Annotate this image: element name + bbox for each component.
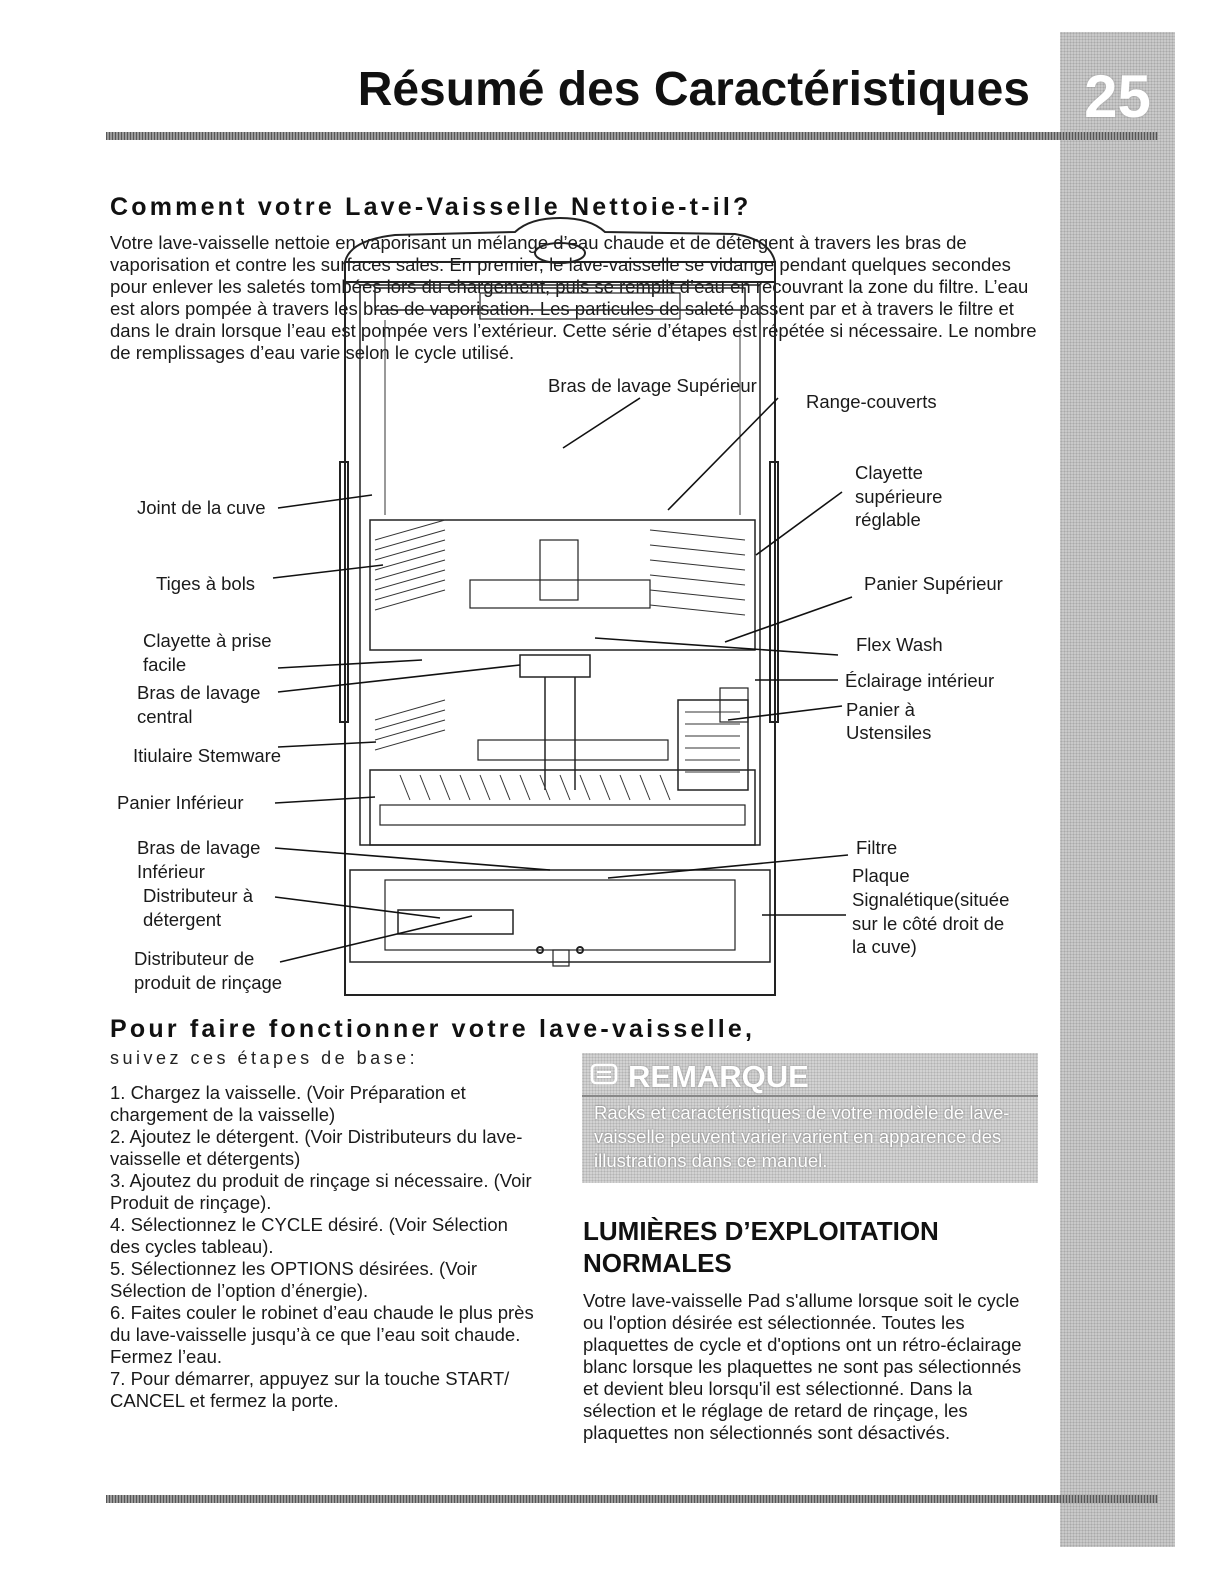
- step-item: 5. Sélectionnez les OPTIONS désirées. (Voir Sélection de l’option d’énergie).: [110, 1258, 478, 1301]
- label-panier-inferieur: Panier Inférieur: [117, 792, 244, 813]
- label-plaque-3: sur le côté droit de: [852, 913, 1005, 934]
- label-panier-superieur: Panier Supérieur: [864, 573, 1003, 594]
- note-divider: [582, 1095, 1038, 1097]
- step-item: 6. Faites couler le robinet d’eau chaude le plus près du lave-vaisselle jusqu’à ce que l’eau soit chaude. Fermez l’eau.: [110, 1302, 534, 1367]
- label-stemware: Itiulaire Stemware: [133, 745, 282, 766]
- label-flex-wash: Flex Wash: [856, 634, 943, 655]
- label-distributeur-rincage-2: produit de rinçage: [134, 972, 283, 993]
- step-item: 1. Chargez la vaisselle. (Voir Préparation et chargement de la vaisselle): [110, 1082, 466, 1125]
- label-tiges: Tiges à bols: [156, 573, 256, 594]
- lumieres-paragraph: Votre lave-vaisselle Pad s'allume lorsque soit le cycle ou l'option désirée est sélectionnée. Toutes les plaquettes de cycle et d'options ont un rétro-éclairage blanc lorsque les plaquettes ne sont pas sélectionnés et devient bleu lorsqu'il est sélectionné. Dans la sélection et le réglage de retard de rinçage, les plaquettes non sélectionnés sont désactivés.: [583, 1290, 1022, 1443]
- intro-paragraph: Votre lave-vaisselle nettoie en vaporisant un mélange d’eau chaude et de détergent à travers les bras de vaporisation et contre les surfaces sales. En premier, le lave-vaisselle se vidange pendant quelques secondes pour enlever les saletés tombées lors du chargement, puis se remplit d’eau en recouvrant la zone du filtre. L’eau est alors pompée à travers les bras de vaporisation. Les particules de saleté passent par et à travers le filtre et dans le drain lorsque l’eau est pompée vers l’extérieur. Cette série d’étapes est répétée si nécessaire. Le nombre de remplissages d’eau varie selon le cycle utilisé.: [110, 232, 1037, 363]
- note-box: [582, 1053, 1038, 1183]
- label-bras-inferieur-1: Bras de lavage: [137, 837, 261, 858]
- label-plaque-2: Signalétique(située: [852, 889, 1010, 910]
- label-filtre: Filtre: [856, 837, 898, 858]
- label-joint: Joint de la cuve: [137, 497, 266, 518]
- note-title: REMARQUE: [628, 1059, 809, 1094]
- section-heading-operate: Pour faire fonctionner votre lave-vaisselle,: [110, 1015, 756, 1043]
- lumieres-heading: LUMIÈRES D’EXPLOITATION NORMALES: [583, 1216, 939, 1278]
- note-icon: [590, 1059, 618, 1095]
- step-item: 7. Pour démarrer, appuyez sur la touche START/ CANCEL et fermez la porte.: [110, 1368, 510, 1411]
- label-clayette-1: Clayette: [855, 462, 923, 483]
- label-panier-ustensiles-2: Ustensiles: [846, 722, 932, 743]
- label-eclairage: Éclairage intérieur: [845, 670, 995, 691]
- label-clayette-prise-2: facile: [143, 654, 187, 675]
- section-heading-cleaning: Comment votre Lave-Vaisselle Nettoie-t-il?: [110, 193, 752, 221]
- note-header: [590, 1059, 809, 1095]
- note-text: Racks et caractéristiques de votre modèle de lave-vaisselle peuvent varier varient en apparence des illustrations dans ce manuel.: [594, 1102, 1010, 1171]
- bottom-rule: [106, 1495, 1158, 1503]
- label-distributeur-rincage-1: Distributeur de: [134, 948, 255, 969]
- label-plaque-1: Plaque: [852, 865, 910, 886]
- label-bras-central-1: Bras de lavage: [137, 682, 261, 703]
- label-bras-inferieur-2: Inférieur: [137, 861, 205, 882]
- label-distributeur-det-1: Distributeur à: [143, 885, 254, 906]
- label-bras-central-2: central: [137, 706, 193, 727]
- page-title: Résumé des Caractéristiques: [357, 63, 1030, 116]
- step-item: 2. Ajoutez le détergent. (Voir Distributeurs du lave-vaisselle et détergents): [110, 1126, 523, 1169]
- label-clayette-prise-1: Clayette à prise: [143, 630, 272, 651]
- label-distributeur-det-2: détergent: [143, 909, 222, 930]
- label-clayette-2: supérieure: [855, 486, 943, 507]
- label-clayette-3: réglable: [855, 509, 921, 530]
- steps-list: [110, 1082, 540, 1412]
- label-panier-ustensiles-1: Panier à: [846, 699, 915, 720]
- label-plaque-4: la cuve): [852, 936, 917, 957]
- section-subheading: suivez ces étapes de base:: [110, 1048, 419, 1068]
- label-range-couverts: Range-couverts: [806, 391, 937, 412]
- step-item: 3. Ajoutez du produit de rinçage si nécessaire. (Voir Produit de rinçage).: [110, 1170, 532, 1213]
- page-number: 25: [1084, 63, 1151, 130]
- step-item: 4. Sélectionnez le CYCLE désiré. (Voir Sélection des cycles tableau).: [110, 1214, 508, 1257]
- label-bras-superieur: Bras de lavage Supérieur: [548, 375, 757, 396]
